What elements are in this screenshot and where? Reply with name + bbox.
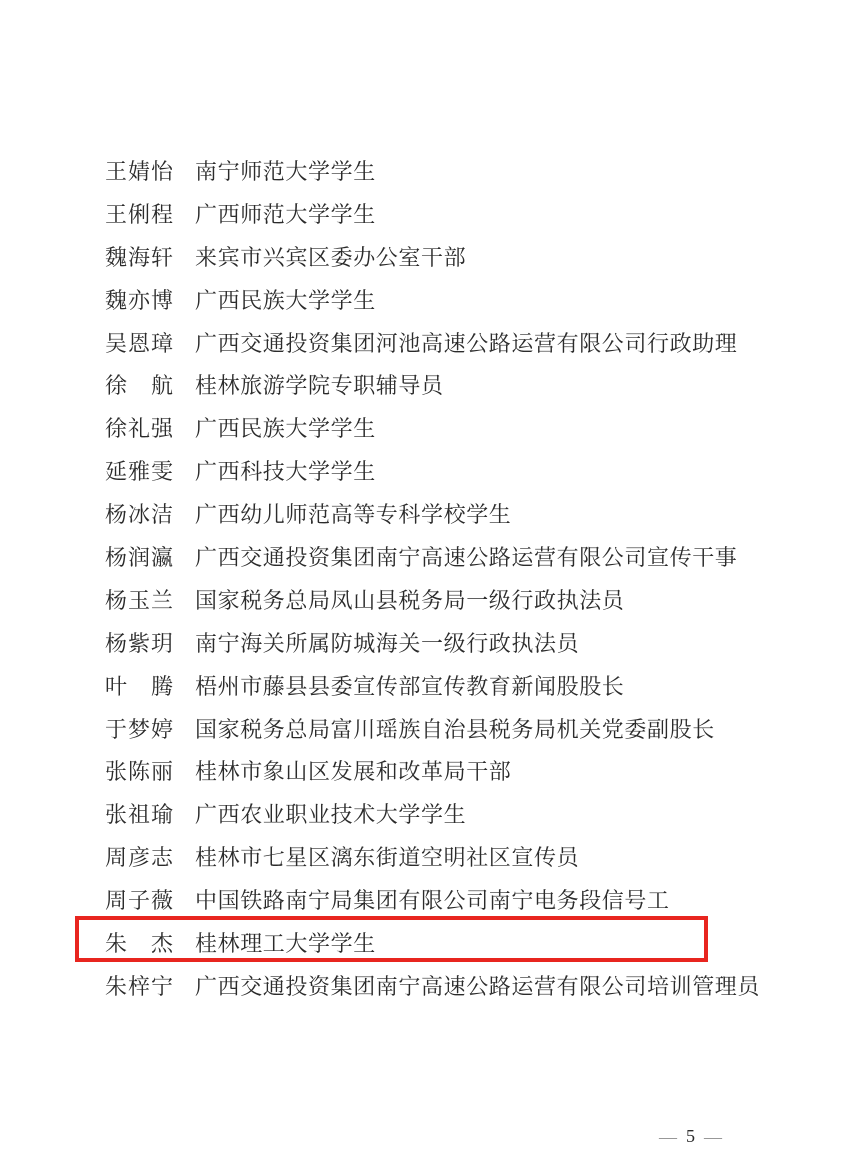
list-item [105, 278, 805, 321]
recipient-name: 朱 杰 [105, 930, 173, 956]
page-number: 5 [686, 1126, 695, 1146]
recipient-name: 魏 海 轩 [105, 244, 173, 270]
list-item [105, 192, 805, 235]
list-item [105, 449, 805, 492]
recipient-name: 王 婧 怡 [105, 158, 173, 184]
recipient-title: 广西幼儿师范高等专科学校学生 [195, 502, 512, 528]
page-footer [659, 1126, 722, 1147]
recipient-title: 中国铁路南宁局集团有限公司南宁电务段信号工 [195, 888, 670, 914]
recipient-title: 国家税务总局凤山县税务局一级行政执法员 [195, 587, 625, 613]
recipient-name: 于 梦 婷 [105, 716, 173, 742]
list-item [105, 578, 805, 621]
list-item [105, 492, 805, 535]
recipient-name: 徐 航 [105, 373, 173, 399]
recipient-title: 广西交通投资集团南宁高速公路运营有限公司培训管理员 [195, 973, 761, 999]
recipient-name: 徐 礼 强 [105, 416, 173, 442]
list-item [105, 535, 805, 578]
recipient-name: 杨 紫 玥 [105, 630, 173, 656]
recipient-name: 叶 腾 [105, 673, 173, 699]
recipient-title: 广西交通投资集团河池高速公路运营有限公司行政助理 [195, 330, 738, 356]
recipient-name: 周 彦 志 [105, 845, 173, 871]
recipient-title: 广西民族大学学生 [195, 287, 376, 313]
list-item [105, 149, 805, 192]
recipient-list [105, 149, 805, 1007]
recipient-title: 桂林旅游学院专职辅导员 [195, 373, 444, 399]
recipient-title: 桂林市七星区漓东街道空明社区宣传员 [195, 845, 580, 871]
recipient-title: 梧州市藤县县委宣传部宣传教育新闻股股长 [195, 673, 625, 699]
recipient-title: 广西交通投资集团南宁高速公路运营有限公司宣传干事 [195, 544, 738, 570]
list-item [105, 835, 805, 878]
recipient-title: 来宾市兴宾区委办公室干部 [195, 244, 467, 270]
recipient-name: 吴 恩 璋 [105, 330, 173, 356]
recipient-title: 广西师范大学学生 [195, 201, 376, 227]
list-item [105, 664, 805, 707]
list-item [105, 878, 805, 921]
recipient-name: 杨 润 瀛 [105, 544, 173, 570]
recipient-name: 延 雅 雯 [105, 459, 173, 485]
recipient-title: 南宁海关所属防城海关一级行政执法员 [195, 630, 580, 656]
list-item [105, 792, 805, 835]
list-item [105, 363, 805, 406]
list-item [105, 321, 805, 364]
list-item [105, 921, 805, 964]
list-item [105, 235, 805, 278]
recipient-name: 张 祖 瑜 [105, 802, 173, 828]
recipient-name: 杨 玉 兰 [105, 587, 173, 613]
recipient-title: 桂林理工大学学生 [195, 930, 376, 956]
recipient-name: 魏 亦 博 [105, 287, 173, 313]
recipient-title: 桂林市象山区发展和改革局干部 [195, 759, 512, 785]
recipient-name: 杨 冰 洁 [105, 502, 173, 528]
footer-dash-left: — [659, 1126, 677, 1147]
list-item [105, 749, 805, 792]
recipient-name: 张 陈 丽 [105, 759, 173, 785]
recipient-title: 国家税务总局富川瑶族自治县税务局机关党委副股长 [195, 716, 715, 742]
recipient-title: 广西民族大学学生 [195, 416, 376, 442]
recipient-name: 朱 梓 宁 [105, 973, 173, 999]
list-item [105, 406, 805, 449]
footer-dash-right: — [704, 1126, 722, 1147]
recipient-name: 周 子 薇 [105, 888, 173, 914]
list-item [105, 621, 805, 664]
recipient-title: 南宁师范大学学生 [195, 158, 376, 184]
recipient-title: 广西科技大学学生 [195, 459, 376, 485]
list-item [105, 964, 805, 1007]
list-item [105, 707, 805, 750]
recipient-title: 广西农业职业技术大学学生 [195, 802, 467, 828]
recipient-name: 王 俐 程 [105, 201, 173, 227]
